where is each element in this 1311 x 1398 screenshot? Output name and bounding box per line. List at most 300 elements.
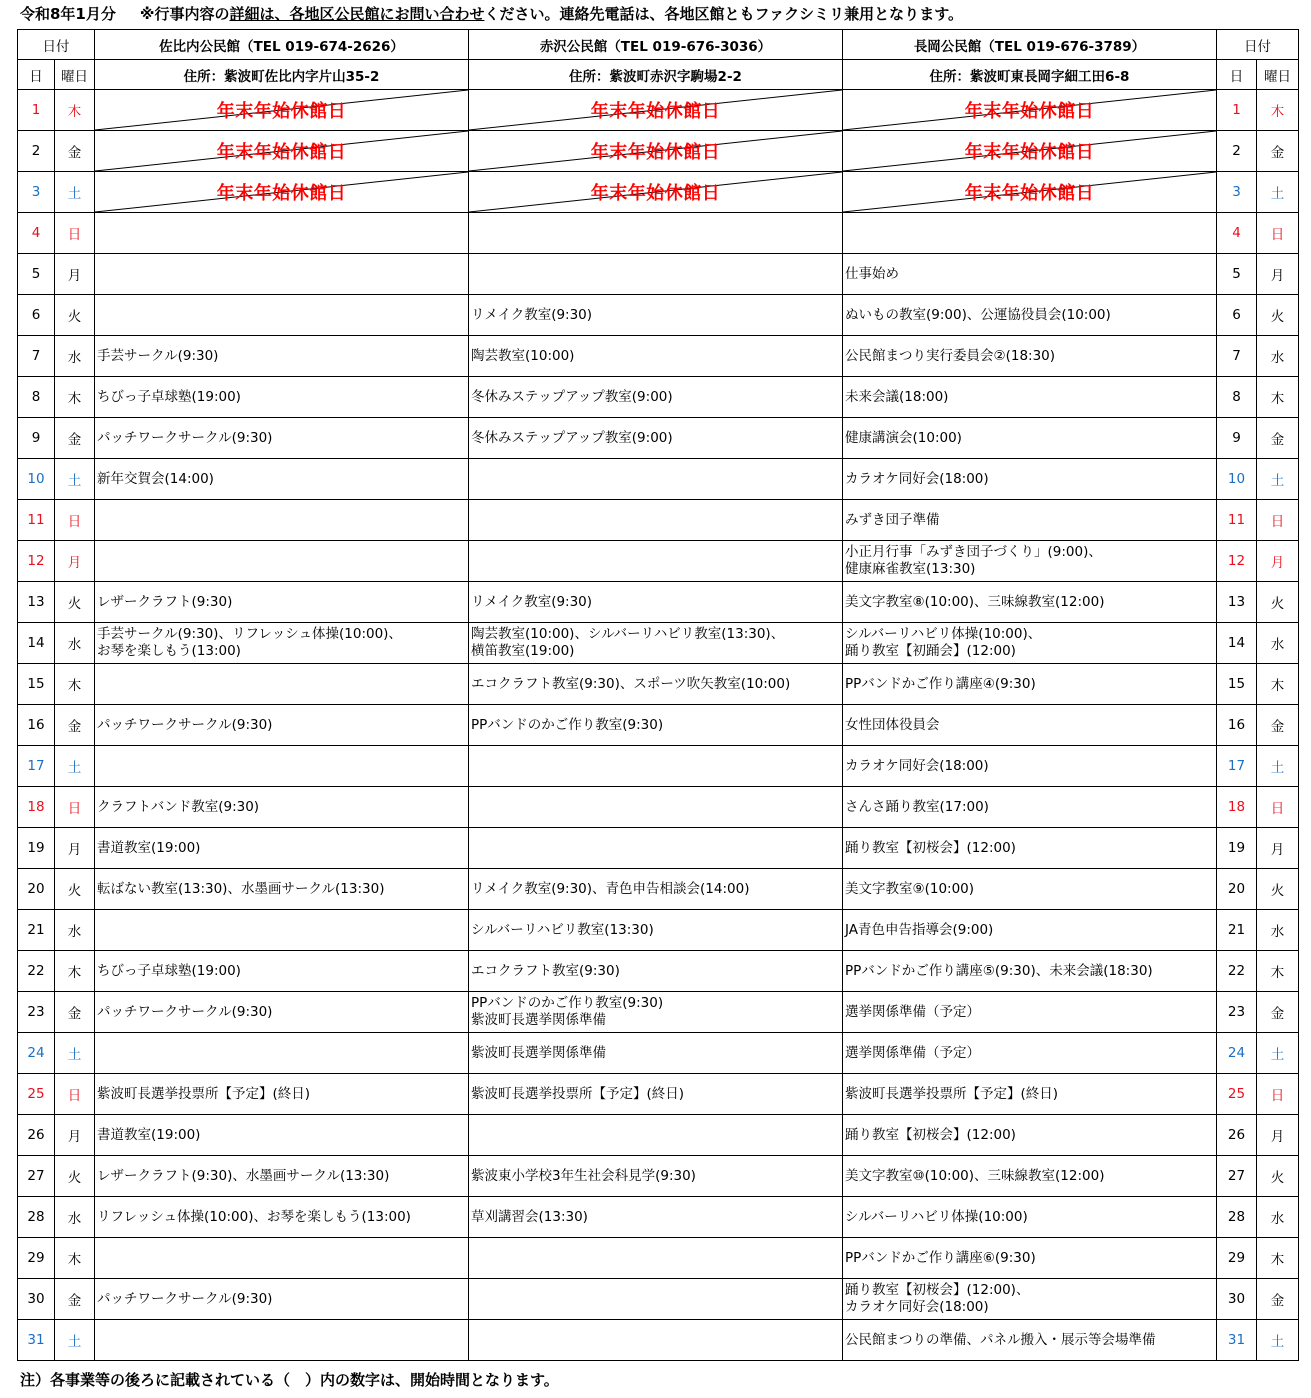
weekday-right: 日 bbox=[1257, 213, 1299, 254]
event-cell-nagaoka bbox=[843, 541, 1217, 582]
event-line: レザークラフト(9:30)、水墨画サークル(13:30) bbox=[97, 1167, 390, 1184]
day-number-right: 18 bbox=[1217, 787, 1257, 828]
event-cell-sahinai bbox=[95, 623, 469, 664]
event-line: みずき団子準備 bbox=[845, 511, 940, 528]
day-number: 17 bbox=[18, 746, 55, 787]
day-number-right: 16 bbox=[1217, 705, 1257, 746]
event-line: ちびっ子卓球塾(19:00) bbox=[97, 962, 241, 979]
day-number-right: 19 bbox=[1217, 828, 1257, 869]
day-row bbox=[18, 254, 1299, 295]
event-line: 紫波町長選挙関係準備 bbox=[471, 1044, 606, 1061]
day-row bbox=[18, 1074, 1299, 1115]
day-number: 12 bbox=[18, 541, 55, 582]
event-cell-nagaoka bbox=[843, 828, 1217, 869]
event-line: 踊り教室【初桜会】(12:00)、 bbox=[845, 1282, 1030, 1298]
event-cell-nagaoka bbox=[843, 1115, 1217, 1156]
event-cell-sahinai bbox=[95, 1156, 469, 1197]
day-number: 8 bbox=[18, 377, 55, 418]
weekday-right: 土 bbox=[1257, 172, 1299, 213]
weekday: 月 bbox=[55, 541, 95, 582]
hall-address-akazawa: 住所：紫波町赤沢字駒場2-2 bbox=[469, 60, 843, 90]
weekday: 水 bbox=[55, 623, 95, 664]
event-cell-nagaoka bbox=[843, 1197, 1217, 1238]
event-line: 紫波町長選挙投票所【予定】(終日) bbox=[471, 1085, 685, 1102]
hall-header-akazawa: 赤沢公民館（TEL 019-676-3036） bbox=[469, 30, 843, 60]
notice-text-underlined: 詳細は、各地区公民館にお問い合わせ bbox=[229, 5, 485, 23]
event-line: 紫波東小学校3年生社会科見学(9:30) bbox=[471, 1167, 696, 1184]
day-number: 29 bbox=[18, 1238, 55, 1279]
event-cell-nagaoka bbox=[843, 664, 1217, 705]
weekday: 日 bbox=[55, 787, 95, 828]
day-number-right: 13 bbox=[1217, 582, 1257, 623]
day-number: 28 bbox=[18, 1197, 55, 1238]
closed-label: 年末年始休館日 bbox=[590, 183, 721, 204]
weekday-right: 土 bbox=[1257, 746, 1299, 787]
event-line: 選挙関係準備（予定） bbox=[845, 1003, 980, 1020]
event-cell-akazawa bbox=[469, 1238, 843, 1279]
event-line: リメイク教室(9:30)、青色申告相談会(14:00) bbox=[471, 880, 750, 897]
day-number: 2 bbox=[18, 131, 55, 172]
event-line: 女性団体役員会 bbox=[845, 716, 940, 733]
day-number-right: 10 bbox=[1217, 459, 1257, 500]
weekday-right: 木 bbox=[1257, 377, 1299, 418]
day-number: 26 bbox=[18, 1115, 55, 1156]
weekday-right: 金 bbox=[1257, 992, 1299, 1033]
day-number-right: 25 bbox=[1217, 1074, 1257, 1115]
day-number: 5 bbox=[18, 254, 55, 295]
footnote: 注）各事業等の後ろに記載されている（ ）内の数字は、開始時間となります。 bbox=[20, 1371, 559, 1389]
schedule-table bbox=[17, 29, 1299, 1361]
weekday: 土 bbox=[55, 459, 95, 500]
day-number: 15 bbox=[18, 664, 55, 705]
event-cell-akazawa bbox=[469, 213, 843, 254]
event-cell-nagaoka bbox=[843, 623, 1217, 664]
day-number-right: 27 bbox=[1217, 1156, 1257, 1197]
event-line: PPバンドかご作り講座⑤(9:30)、未来会議(18:30) bbox=[845, 962, 1153, 979]
day-number-right: 30 bbox=[1217, 1279, 1257, 1320]
event-cell-sahinai bbox=[95, 254, 469, 295]
closed-cell-nagaoka bbox=[843, 131, 1217, 172]
event-cell-akazawa bbox=[469, 910, 843, 951]
day-number: 16 bbox=[18, 705, 55, 746]
event-cell-nagaoka bbox=[843, 500, 1217, 541]
weekday-right: 土 bbox=[1257, 1320, 1299, 1361]
weekday: 日 bbox=[55, 213, 95, 254]
day-number: 10 bbox=[18, 459, 55, 500]
period-label: 令和8年1月分 bbox=[20, 5, 116, 23]
event-cell-sahinai bbox=[95, 459, 469, 500]
day-number: 23 bbox=[18, 992, 55, 1033]
day-number-right: 4 bbox=[1217, 213, 1257, 254]
weekday: 金 bbox=[55, 131, 95, 172]
event-line: パッチワークサークル(9:30) bbox=[97, 1003, 273, 1020]
weekday: 土 bbox=[55, 746, 95, 787]
event-cell-akazawa bbox=[469, 500, 843, 541]
day-number-right: 7 bbox=[1217, 336, 1257, 377]
day-row bbox=[18, 1279, 1299, 1320]
weekday-right: 金 bbox=[1257, 1279, 1299, 1320]
weekday-right: 木 bbox=[1257, 1238, 1299, 1279]
day-row bbox=[18, 131, 1299, 172]
date-header-right: 日付 bbox=[1217, 30, 1299, 60]
weekday: 木 bbox=[55, 664, 95, 705]
event-cell-nagaoka bbox=[843, 582, 1217, 623]
day-row bbox=[18, 1156, 1299, 1197]
event-cell-sahinai bbox=[95, 336, 469, 377]
event-cell-nagaoka bbox=[843, 992, 1217, 1033]
weekday: 火 bbox=[55, 1156, 95, 1197]
event-line: 書道教室(19:00) bbox=[97, 839, 201, 856]
event-line: ちびっ子卓球塾(19:00) bbox=[97, 388, 241, 405]
closed-cell-nagaoka bbox=[843, 172, 1217, 213]
weekday: 日 bbox=[55, 1074, 95, 1115]
weekday: 土 bbox=[55, 1320, 95, 1361]
closed-label: 年末年始休館日 bbox=[964, 101, 1095, 122]
event-cell-akazawa bbox=[469, 1115, 843, 1156]
closed-cell-sahinai bbox=[95, 131, 469, 172]
event-cell-nagaoka bbox=[843, 1238, 1217, 1279]
event-line: パッチワークサークル(9:30) bbox=[97, 1290, 273, 1307]
day-row bbox=[18, 1320, 1299, 1361]
day-number: 20 bbox=[18, 869, 55, 910]
event-line: リメイク教室(9:30) bbox=[471, 593, 593, 610]
event-cell-akazawa bbox=[469, 787, 843, 828]
day-row bbox=[18, 459, 1299, 500]
event-cell-nagaoka bbox=[843, 336, 1217, 377]
weekday: 金 bbox=[55, 418, 95, 459]
day-row bbox=[18, 90, 1299, 131]
event-line: 美文字教室⑩(10:00)、三味線教室(12:00) bbox=[845, 1167, 1105, 1184]
day-number: 1 bbox=[18, 90, 55, 131]
event-cell-sahinai bbox=[95, 910, 469, 951]
weekday-right: 水 bbox=[1257, 910, 1299, 951]
event-line: ぬいもの教室(9:00)、公運協役員会(10:00) bbox=[845, 306, 1111, 323]
day-row bbox=[18, 541, 1299, 582]
event-line: JA青色申告指導会(9:00) bbox=[845, 921, 994, 938]
day-row bbox=[18, 1115, 1299, 1156]
event-cell-nagaoka bbox=[843, 1156, 1217, 1197]
event-line: お琴を楽しもう(13:00) bbox=[97, 643, 241, 659]
event-cell-akazawa bbox=[469, 1279, 843, 1320]
event-cell-sahinai bbox=[95, 1197, 469, 1238]
event-cell-sahinai bbox=[95, 992, 469, 1033]
day-row bbox=[18, 500, 1299, 541]
closed-cell-sahinai bbox=[95, 90, 469, 131]
weekday: 日 bbox=[55, 500, 95, 541]
day-number-right: 24 bbox=[1217, 1033, 1257, 1074]
event-line: 紫波町長選挙投票所【予定】(終日) bbox=[97, 1085, 311, 1102]
weekday: 水 bbox=[55, 336, 95, 377]
day-row bbox=[18, 336, 1299, 377]
weekday-right: 日 bbox=[1257, 500, 1299, 541]
weekday: 木 bbox=[55, 951, 95, 992]
event-cell-sahinai bbox=[95, 582, 469, 623]
event-cell-nagaoka bbox=[843, 869, 1217, 910]
event-cell-sahinai bbox=[95, 377, 469, 418]
event-line: 健康麻雀教室(13:30) bbox=[845, 561, 976, 577]
event-cell-sahinai bbox=[95, 787, 469, 828]
event-line: シルバーリハビリ教室(13:30) bbox=[471, 921, 654, 938]
event-cell-akazawa bbox=[469, 1197, 843, 1238]
event-line: カラオケ同好会(18:00) bbox=[845, 1299, 989, 1315]
day-row bbox=[18, 787, 1299, 828]
event-line: パッチワークサークル(9:30) bbox=[97, 716, 273, 733]
event-line: エコクラフト教室(9:30) bbox=[471, 962, 620, 979]
notice-text-post: ください。連絡先電話は、各地区館ともファクシミリ兼用となります。 bbox=[484, 5, 963, 23]
day-row bbox=[18, 869, 1299, 910]
day-number-right: 8 bbox=[1217, 377, 1257, 418]
day-number: 19 bbox=[18, 828, 55, 869]
event-cell-akazawa bbox=[469, 951, 843, 992]
day-number-right: 12 bbox=[1217, 541, 1257, 582]
event-cell-akazawa bbox=[469, 418, 843, 459]
event-cell-sahinai bbox=[95, 1320, 469, 1361]
event-cell-sahinai bbox=[95, 500, 469, 541]
event-cell-nagaoka bbox=[843, 787, 1217, 828]
event-cell-sahinai bbox=[95, 1074, 469, 1115]
event-cell-sahinai bbox=[95, 746, 469, 787]
event-line: 陶芸教室(10:00)、シルバーリハビリ教室(13:30)、 bbox=[471, 626, 785, 642]
day-row bbox=[18, 418, 1299, 459]
weekday: 月 bbox=[55, 254, 95, 295]
hall-header-sahinai: 佐比内公民館（TEL 019-674-2626） bbox=[95, 30, 469, 60]
day-row bbox=[18, 828, 1299, 869]
weekday-right: 木 bbox=[1257, 664, 1299, 705]
event-cell-nagaoka bbox=[843, 746, 1217, 787]
weekday-right: 金 bbox=[1257, 418, 1299, 459]
event-line: シルバーリハビリ体操(10:00) bbox=[845, 1208, 1028, 1225]
day-number-right: 6 bbox=[1217, 295, 1257, 336]
event-line: リメイク教室(9:30) bbox=[471, 306, 593, 323]
weekday-right: 木 bbox=[1257, 90, 1299, 131]
event-cell-akazawa bbox=[469, 377, 843, 418]
event-line: 冬休みステップアップ教室(9:00) bbox=[471, 429, 673, 446]
weekday: 水 bbox=[55, 1197, 95, 1238]
event-cell-sahinai bbox=[95, 705, 469, 746]
day-number: 30 bbox=[18, 1279, 55, 1320]
event-line: 踊り教室【初踊会】(12:00) bbox=[845, 643, 1016, 659]
event-cell-akazawa bbox=[469, 254, 843, 295]
weekday-right: 木 bbox=[1257, 951, 1299, 992]
event-cell-sahinai bbox=[95, 951, 469, 992]
event-line: リフレッシュ体操(10:00)、お琴を楽しもう(13:00) bbox=[97, 1208, 411, 1225]
event-line: クラフトバンド教室(9:30) bbox=[97, 798, 260, 815]
closed-label: 年末年始休館日 bbox=[216, 142, 347, 163]
day-number-right: 2 bbox=[1217, 131, 1257, 172]
weekday-header-left: 曜日 bbox=[55, 60, 95, 90]
header-row-addresses bbox=[18, 60, 1299, 90]
day-row bbox=[18, 910, 1299, 951]
weekday-right: 火 bbox=[1257, 1156, 1299, 1197]
day-number-right: 28 bbox=[1217, 1197, 1257, 1238]
event-cell-akazawa bbox=[469, 541, 843, 582]
notice-text-pre: ※行事内容の bbox=[139, 5, 230, 23]
event-line: 新年交賀会(14:00) bbox=[97, 470, 214, 487]
closed-cell-akazawa bbox=[469, 90, 843, 131]
event-line: 横笛教室(19:00) bbox=[471, 643, 575, 659]
day-number: 25 bbox=[18, 1074, 55, 1115]
event-line: 陶芸教室(10:00) bbox=[471, 347, 575, 364]
weekday-right: 月 bbox=[1257, 254, 1299, 295]
weekday: 火 bbox=[55, 295, 95, 336]
weekday: 木 bbox=[55, 90, 95, 131]
day-row bbox=[18, 623, 1299, 664]
header-row-halls bbox=[18, 30, 1299, 60]
event-line: エコクラフト教室(9:30)、スポーツ吹矢教室(10:00) bbox=[471, 675, 791, 692]
event-line: 公民館まつり実行委員会②(18:30) bbox=[845, 347, 1056, 364]
day-number: 27 bbox=[18, 1156, 55, 1197]
weekday: 土 bbox=[55, 172, 95, 213]
day-header-right: 日 bbox=[1217, 60, 1257, 90]
event-line: 草刈講習会(13:30) bbox=[471, 1208, 588, 1225]
day-number: 6 bbox=[18, 295, 55, 336]
weekday: 金 bbox=[55, 992, 95, 1033]
day-number-right: 9 bbox=[1217, 418, 1257, 459]
weekday: 金 bbox=[55, 705, 95, 746]
event-line: カラオケ同好会(18:00) bbox=[845, 470, 989, 487]
day-number-right: 11 bbox=[1217, 500, 1257, 541]
day-number-right: 22 bbox=[1217, 951, 1257, 992]
event-cell-nagaoka bbox=[843, 1074, 1217, 1115]
event-line: 踊り教室【初桜会】(12:00) bbox=[845, 1126, 1016, 1143]
weekday-right: 火 bbox=[1257, 869, 1299, 910]
closed-label: 年末年始休館日 bbox=[964, 142, 1095, 163]
event-cell-akazawa bbox=[469, 1156, 843, 1197]
page-heading bbox=[20, 3, 1310, 25]
event-cell-akazawa bbox=[469, 869, 843, 910]
day-number-right: 23 bbox=[1217, 992, 1257, 1033]
day-number-right: 21 bbox=[1217, 910, 1257, 951]
event-cell-nagaoka bbox=[843, 295, 1217, 336]
event-line: 健康講演会(10:00) bbox=[845, 429, 962, 446]
event-line: 未来会議(18:00) bbox=[845, 388, 949, 405]
weekday: 月 bbox=[55, 828, 95, 869]
event-cell-nagaoka bbox=[843, 459, 1217, 500]
closed-label: 年末年始休館日 bbox=[964, 183, 1095, 204]
event-line: PPバンドかご作り講座⑥(9:30) bbox=[845, 1249, 1036, 1266]
event-line: 公民館まつりの準備、パネル搬入・展示等会場準備 bbox=[845, 1331, 1156, 1348]
weekday-right: 日 bbox=[1257, 787, 1299, 828]
event-cell-akazawa bbox=[469, 582, 843, 623]
event-cell-nagaoka bbox=[843, 705, 1217, 746]
day-number: 18 bbox=[18, 787, 55, 828]
day-number-right: 1 bbox=[1217, 90, 1257, 131]
event-cell-sahinai bbox=[95, 213, 469, 254]
event-line: PPバンドかご作り講座④(9:30) bbox=[845, 675, 1036, 692]
closed-label: 年末年始休館日 bbox=[216, 183, 347, 204]
event-cell-akazawa bbox=[469, 705, 843, 746]
day-row bbox=[18, 746, 1299, 787]
day-number-right: 20 bbox=[1217, 869, 1257, 910]
event-line: 美文字教室⑨(10:00) bbox=[845, 880, 975, 897]
event-cell-sahinai bbox=[95, 295, 469, 336]
day-number-right: 26 bbox=[1217, 1115, 1257, 1156]
weekday-right: 日 bbox=[1257, 1074, 1299, 1115]
event-line: 紫波町長選挙投票所【予定】(終日) bbox=[845, 1085, 1059, 1102]
event-line: 転ばない教室(13:30)、水墨画サークル(13:30) bbox=[97, 880, 385, 897]
day-number: 7 bbox=[18, 336, 55, 377]
day-row bbox=[18, 992, 1299, 1033]
event-line: 選挙関係準備（予定） bbox=[845, 1044, 980, 1061]
event-cell-nagaoka bbox=[843, 910, 1217, 951]
weekday-header-right: 曜日 bbox=[1257, 60, 1299, 90]
day-row bbox=[18, 582, 1299, 623]
day-number: 9 bbox=[18, 418, 55, 459]
weekday-right: 月 bbox=[1257, 828, 1299, 869]
day-number: 11 bbox=[18, 500, 55, 541]
weekday-right: 水 bbox=[1257, 1197, 1299, 1238]
day-row bbox=[18, 377, 1299, 418]
event-cell-akazawa bbox=[469, 295, 843, 336]
event-cell-nagaoka bbox=[843, 377, 1217, 418]
event-cell-akazawa bbox=[469, 1033, 843, 1074]
day-row bbox=[18, 172, 1299, 213]
date-header-left: 日付 bbox=[18, 30, 95, 60]
closed-cell-akazawa bbox=[469, 131, 843, 172]
event-cell-akazawa bbox=[469, 459, 843, 500]
day-header-left: 日 bbox=[18, 60, 55, 90]
event-cell-sahinai bbox=[95, 1279, 469, 1320]
event-cell-sahinai bbox=[95, 828, 469, 869]
event-cell-nagaoka bbox=[843, 213, 1217, 254]
event-cell-sahinai bbox=[95, 418, 469, 459]
day-row bbox=[18, 951, 1299, 992]
event-cell-sahinai bbox=[95, 869, 469, 910]
closed-label: 年末年始休館日 bbox=[590, 101, 721, 122]
day-number-right: 31 bbox=[1217, 1320, 1257, 1361]
event-line: 手芸サークル(9:30) bbox=[97, 347, 219, 364]
weekday: 水 bbox=[55, 910, 95, 951]
weekday-right: 火 bbox=[1257, 582, 1299, 623]
day-row bbox=[18, 1033, 1299, 1074]
event-line: PPバンドのかご作り教室(9:30) bbox=[471, 716, 664, 733]
event-cell-nagaoka bbox=[843, 418, 1217, 459]
event-cell-sahinai bbox=[95, 1033, 469, 1074]
event-cell-akazawa bbox=[469, 623, 843, 664]
hall-address-sahinai: 住所：紫波町佐比内字片山35-2 bbox=[95, 60, 469, 90]
event-cell-akazawa bbox=[469, 664, 843, 705]
day-number-right: 17 bbox=[1217, 746, 1257, 787]
event-line: シルバーリハビリ体操(10:00)、 bbox=[845, 626, 1042, 642]
event-line: 手芸サークル(9:30)、リフレッシュ体操(10:00)、 bbox=[97, 626, 402, 642]
event-line: 仕事始め bbox=[845, 265, 899, 282]
event-cell-akazawa bbox=[469, 1320, 843, 1361]
day-number: 3 bbox=[18, 172, 55, 213]
day-row bbox=[18, 213, 1299, 254]
day-number: 14 bbox=[18, 623, 55, 664]
day-number: 13 bbox=[18, 582, 55, 623]
weekday: 木 bbox=[55, 377, 95, 418]
day-number-right: 3 bbox=[1217, 172, 1257, 213]
closed-cell-sahinai bbox=[95, 172, 469, 213]
day-number-right: 29 bbox=[1217, 1238, 1257, 1279]
day-row bbox=[18, 664, 1299, 705]
event-line: PPバンドのかご作り教室(9:30) bbox=[471, 995, 664, 1011]
day-row bbox=[18, 1238, 1299, 1279]
closed-cell-akazawa bbox=[469, 172, 843, 213]
event-cell-nagaoka bbox=[843, 1033, 1217, 1074]
event-cell-sahinai bbox=[95, 664, 469, 705]
day-row bbox=[18, 295, 1299, 336]
weekday: 火 bbox=[55, 582, 95, 623]
event-line: カラオケ同好会(18:00) bbox=[845, 757, 989, 774]
weekday: 土 bbox=[55, 1033, 95, 1074]
closed-label: 年末年始休館日 bbox=[216, 101, 347, 122]
weekday-right: 金 bbox=[1257, 705, 1299, 746]
event-cell-sahinai bbox=[95, 541, 469, 582]
event-cell-sahinai bbox=[95, 1115, 469, 1156]
event-line: 踊り教室【初桜会】(12:00) bbox=[845, 839, 1016, 856]
